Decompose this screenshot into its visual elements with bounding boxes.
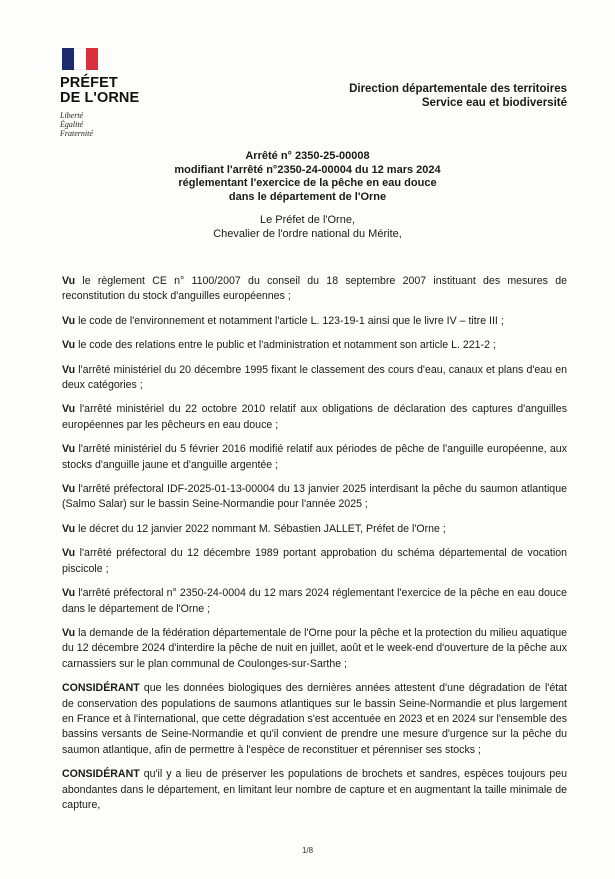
- issuing-department: [349, 82, 567, 110]
- visa-paragraph: Vu la demande de la fédération départementale de l'Orne pour la pêche et la protection du milieu aquatique du 12 décembre 2024 d'interdire la pêche de nuit en juillet, août et le week-end d'ouverture de la pêche aux carnassiers sur le plan communal de Coulonges-sur-Sarthe ;: [62, 626, 567, 670]
- considerant-paragraph: CONSIDÉRANT que les données biologiques des dernières années attestent d'une dégradation de l'état de conservation des populations de saumons atlantiques sur le bassin Seine-Normandie et plus largement en France et à l'international, que cette dégradation s'est accentuée en 2023 et en 2024 sur l'ensemble des bassins versants de Seine-Normandie et qu'il convient de prendre une mesure d'urgence sur la pêche du saumon atlantique, afin de permettre à l'espèce de reconstituer et pérenniser ses stocks ;: [62, 682, 567, 756]
- department-name: Direction départementale des territoires: [349, 83, 567, 95]
- visa-paragraph: Vu le décret du 12 janvier 2022 nommant M. Sébastien JALLET, Préfet de l'Orne ;: [62, 522, 446, 535]
- visa-paragraph: Vu l'arrêté ministériel du 5 février 2016 modifié relatif aux périodes de pêche de l'anguille européenne, aux stocks d'anguille jaune et d'anguille argentée ;: [62, 443, 567, 471]
- republic-motto: Liberté Égalité Fraternité: [60, 111, 93, 138]
- visa-paragraph: Vu l'arrêté préfectoral IDF-2025-01-13-00004 du 13 janvier 2025 interdisant la pêche du saumon atlantique (Salmo Salar) sur le bassin Seine-Normandie pour l'année 2025 ;: [62, 483, 567, 511]
- page-number: 1/8: [301, 846, 314, 855]
- visa-paragraph: Vu l'arrêté ministériel du 20 décembre 1995 fixant le classement des cours d'eau, canaux et plans d'eau en deux catégories ;: [62, 363, 567, 392]
- visa-paragraph: Vu l'arrêté préfectoral n° 2350-24-0004 du 12 mars 2024 réglementant l'exercice de la pêche en eau douce dans le département de l'Orne ;: [62, 587, 567, 615]
- visa-paragraph: Vu l'arrêté préfectoral du 12 décembre 1989 portant approbation du schéma départemental de vocation piscicole ;: [62, 547, 567, 575]
- visa-paragraph: Vu le règlement CE n° 1100/2007 du conseil du 18 septembre 2007 instituant des mesures de reconstitution du stock d'anguilles européennes ;: [62, 275, 567, 303]
- decree-title: Arrêté n° 2350-25-00008 modifiant l'arrêté n°2350-24-00004 du 12 mars 2024 réglementant l'exercice de la pêche en eau douce dans le département de l'Orne: [174, 150, 441, 203]
- prefet-name: PRÉFET DE L'ORNE: [60, 75, 140, 106]
- visa-paragraph: Vu l'arrêté ministériel du 22 octobre 2010 relatif aux obligations de déclaration des captures d'anguilles européennes par les pêcheurs en eau douce ;: [62, 403, 567, 431]
- visa-paragraph: Vu le code des relations entre le public et l'administration et notamment son article L. 221-2 ;: [62, 339, 496, 352]
- considerant-paragraph: CONSIDÉRANT qu'il y a lieu de préserver les populations de brochets et sandres, espèces toujours peu abondantes dans le département, en limitant leur nombre de capture et en augmentant la taille minimale de capture,: [62, 768, 567, 811]
- decree-body: [62, 274, 567, 822]
- authority-statement: Le Préfet de l'Orne, Chevalier de l'ordre national du Mérite,: [213, 214, 402, 240]
- visa-paragraph: Vu le code de l'environnement et notamment l'article L. 123-19-1 ainsi que le livre IV – titre III ;: [62, 314, 504, 327]
- service-name: Service eau et biodiversité: [421, 97, 567, 109]
- prefet-logo: [60, 48, 180, 138]
- marianne-flag-icon: [62, 48, 98, 70]
